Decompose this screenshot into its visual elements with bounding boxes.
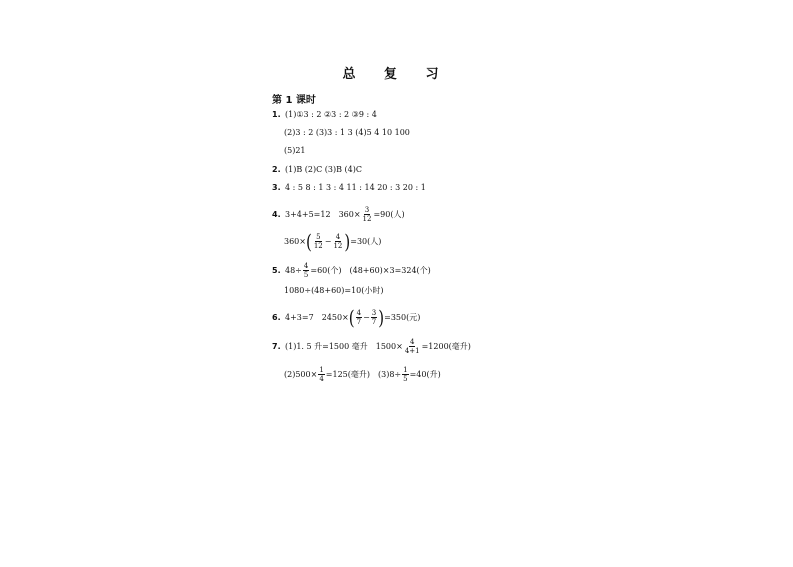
q4b-fraction-1 — [313, 233, 324, 250]
q6-fraction-2-denominator: 7 — [371, 318, 377, 326]
q6-fraction-2 — [371, 309, 377, 326]
q3-answer: 4 : 5 8 : 1 3 : 4 11 : 14 20 : 3 20 : 1 — [285, 183, 426, 192]
q4-line-2 — [284, 229, 382, 254]
q7-fraction-2-denominator: 4 — [319, 375, 324, 383]
q6-fraction-1 — [356, 309, 362, 326]
q6-line — [272, 305, 421, 330]
q4b-close-paren: ) — [344, 229, 351, 254]
q1-line-2 — [284, 128, 410, 138]
q1-answer-c: (5)21 — [284, 146, 306, 155]
q4-expr-2: 360× — [338, 209, 361, 219]
q3-line — [272, 183, 426, 193]
q4b-expr-1: 360× — [284, 236, 306, 246]
q7-expr-4: (2)500× — [284, 369, 318, 379]
q4-fraction-denominator: 12 — [362, 215, 372, 223]
q6-expr-1: 4+3=7 — [285, 312, 314, 322]
q5-expr-4: 1080÷(48+60)=10(小时) — [284, 286, 384, 295]
q7-line-2 — [284, 366, 441, 383]
q4-line-1 — [272, 206, 405, 223]
q5-line-2 — [284, 286, 384, 296]
q5-line-1 — [272, 262, 431, 279]
q7-fraction-2 — [318, 366, 324, 383]
q4b-fraction-2 — [332, 233, 343, 250]
q4-expr-3: =90(人) — [373, 209, 405, 219]
q7-line-1 — [272, 338, 471, 355]
q6-expr-2: 2450× — [321, 312, 349, 322]
q6-minus: − — [363, 312, 370, 322]
q6-number: 6. — [272, 312, 281, 322]
q1-line-1 — [272, 110, 377, 120]
q7-fraction-1 — [404, 338, 421, 355]
q4-fraction-numerator: 3 — [364, 206, 370, 214]
q4b-fraction-1-numerator: 5 — [316, 233, 321, 241]
q2-line — [272, 165, 362, 175]
q7-fraction-3-denominator: 5 — [403, 375, 408, 383]
q4b-open-paren: ( — [305, 229, 312, 254]
q7-expr-2: 1500× — [375, 341, 403, 351]
q4b-fraction-2-denominator: 12 — [333, 242, 343, 250]
q6-fraction-2-numerator: 3 — [371, 309, 377, 317]
q5-fraction-numerator: 4 — [303, 262, 309, 270]
q1-answer-b: (2)3 : 2 (3)3 : 1 3 (4)5 4 10 100 — [284, 128, 410, 137]
q7-expr-5: =125(毫升) — [325, 369, 370, 379]
q5-fraction — [303, 262, 309, 279]
q6-fraction-1-denominator: 7 — [356, 318, 362, 326]
q3-number: 3. — [272, 183, 281, 192]
q4b-fraction-2-numerator: 4 — [335, 233, 341, 241]
lesson-heading: 第 1 课时 — [272, 95, 316, 106]
q2-answer: (1)B (2)C (3)B (4)C — [285, 165, 362, 174]
q6-open-paren: ( — [348, 305, 355, 330]
q7-expr-3: =1200(毫升) — [421, 341, 471, 351]
q4-fraction — [362, 206, 373, 223]
q4-number: 4. — [272, 209, 281, 219]
q2-number: 2. — [272, 165, 281, 174]
q7-expr-7: =40(升) — [409, 369, 441, 379]
q5-expr-3: (48+60)×3=324(个) — [349, 265, 431, 275]
q6-close-paren: ) — [378, 305, 385, 330]
q7-fraction-3 — [402, 366, 408, 383]
q1-number: 1. — [272, 110, 281, 119]
q4-expr-1: 3+4+5=12 — [285, 209, 331, 219]
q5-fraction-denominator: 5 — [303, 271, 309, 279]
q7-fraction-3-numerator: 1 — [403, 366, 408, 374]
q4b-fraction-1-denominator: 12 — [313, 242, 323, 250]
q7-fraction-1-numerator: 4 — [409, 338, 415, 346]
q6-fraction-1-numerator: 4 — [356, 309, 362, 317]
q5-number: 5. — [272, 265, 281, 275]
q5-expr-2: =60(个) — [310, 265, 342, 275]
q7-expr-1: (1)1. 5 升=1500 毫升 — [285, 341, 368, 351]
q7-number: 7. — [272, 341, 281, 351]
q7-fraction-2-numerator: 1 — [319, 366, 324, 374]
q6-expr-3: =350(元) — [384, 312, 421, 322]
page-title: 总 复 习 — [342, 67, 451, 82]
q1-line-3 — [284, 146, 306, 156]
q4b-expr-2: =30(人) — [350, 236, 382, 246]
q1-answer-a: (1)①3 : 2 ②3 : 2 ③9 : 4 — [285, 110, 377, 119]
q7-fraction-1-denominator: 4+1 — [404, 347, 420, 355]
q5-expr-1: 48÷ — [285, 265, 302, 275]
q7-expr-6: (3)8÷ — [378, 369, 402, 379]
q4b-minus: − — [324, 236, 332, 246]
